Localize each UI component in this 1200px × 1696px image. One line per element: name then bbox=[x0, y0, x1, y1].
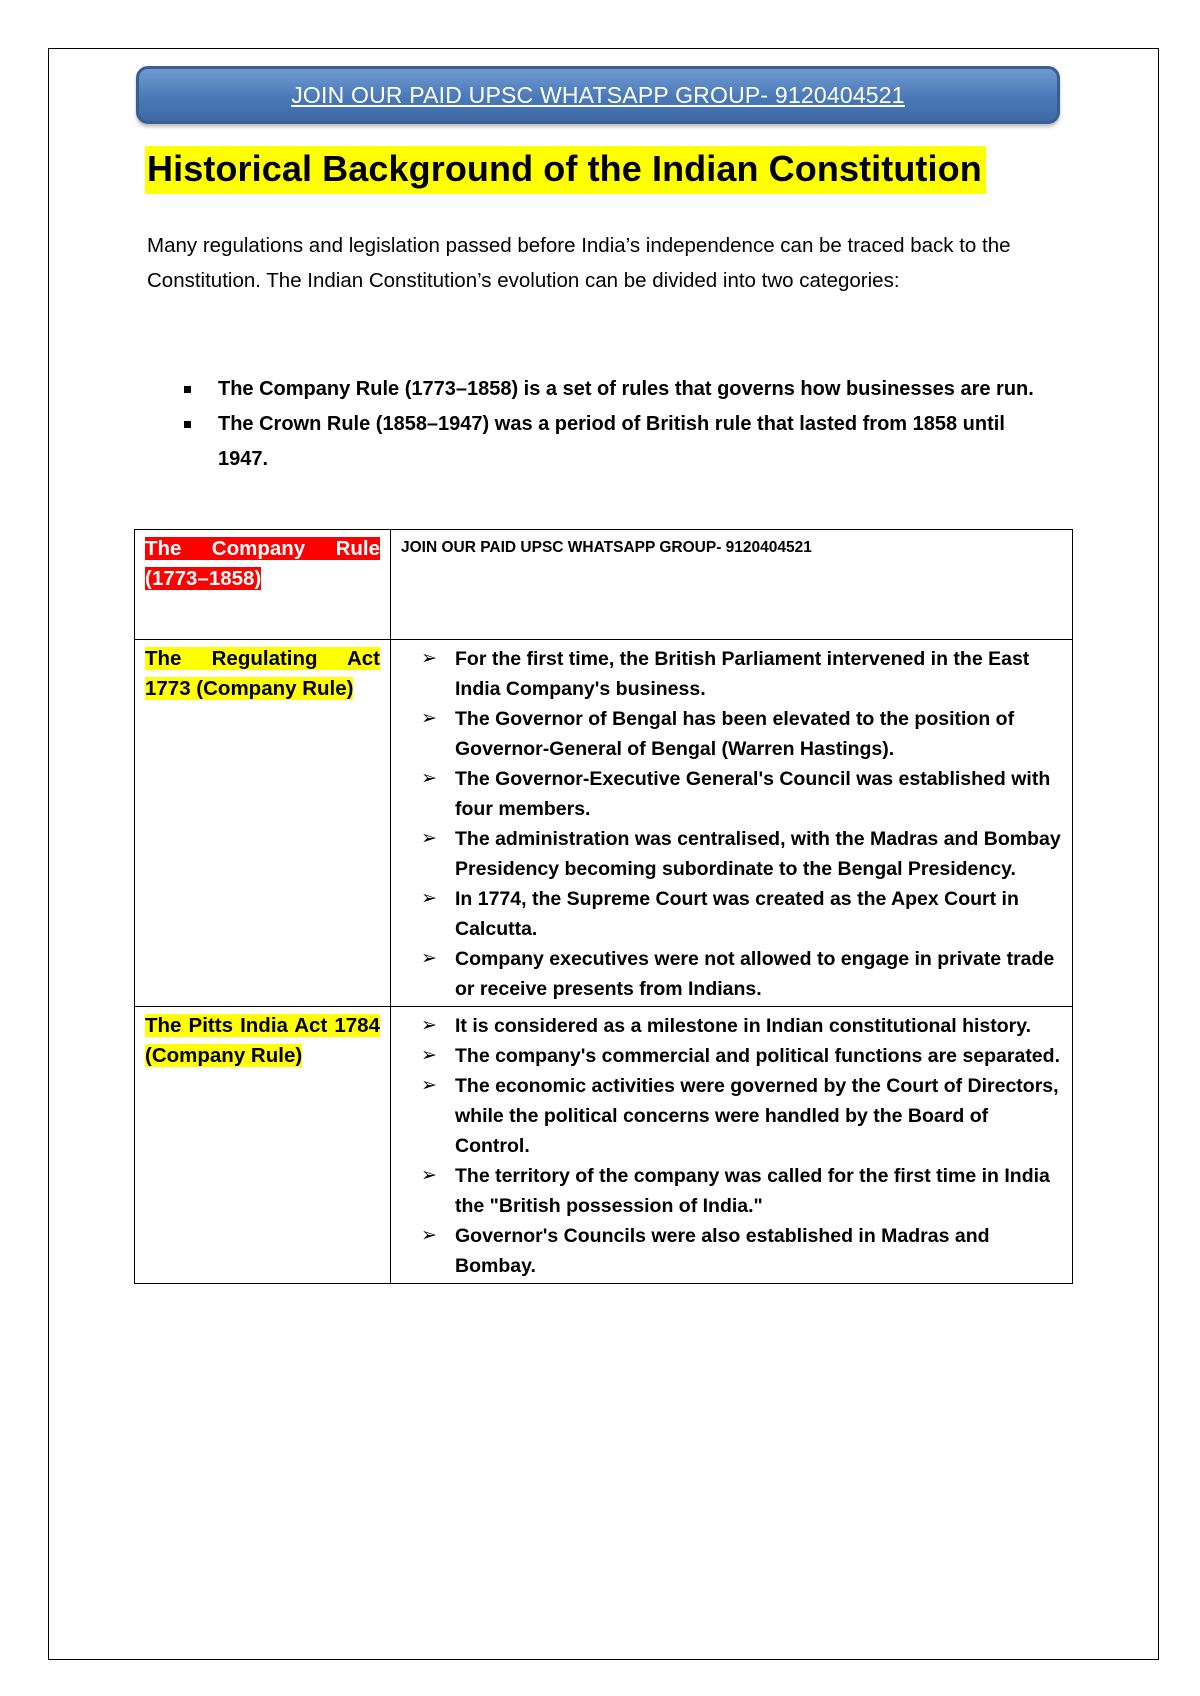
list-item bbox=[401, 1071, 1062, 1161]
act-label bbox=[145, 1011, 380, 1071]
arrow-bullet-icon: ➢ bbox=[421, 1015, 437, 1036]
act-points-list bbox=[401, 644, 1062, 1004]
arrow-bullet-icon: ➢ bbox=[421, 648, 437, 669]
list-item bbox=[178, 372, 1058, 407]
intro-paragraph: Many regulations and legislation passed before India’s independence can be traced back to the Constitution. The Indian Constitution’s evolution can be divided into two categories: bbox=[147, 234, 1011, 292]
arrow-bullet-icon: ➢ bbox=[421, 1165, 437, 1186]
arrow-bullet-icon: ➢ bbox=[421, 828, 437, 849]
arrow-bullet-icon: ➢ bbox=[421, 1045, 437, 1066]
list-item-text: The Company Rule (1773–1858) is a set of rules that governs how businesses are run. bbox=[218, 378, 1034, 400]
act-label bbox=[145, 644, 380, 704]
act-label-text: The Regulating Act 1773 (Company Rule) bbox=[145, 647, 380, 700]
table-row bbox=[135, 640, 1073, 1007]
header-left-text: The Company Rule (1773–1858) bbox=[145, 537, 380, 590]
list-item bbox=[401, 824, 1062, 884]
point-text: Company executives were not allowed to engage in private trade or receive presents from Indians. bbox=[455, 948, 1055, 1000]
arrow-bullet-icon: ➢ bbox=[421, 948, 437, 969]
point-text: The company's commercial and political functions are separated. bbox=[455, 1045, 1060, 1067]
act-label-cell bbox=[135, 1007, 391, 1284]
point-text: The economic activities were governed by the Court of Directors, while the political concerns were handled by the Board of Control. bbox=[455, 1075, 1059, 1157]
table-header-row bbox=[135, 530, 1073, 640]
table-row bbox=[135, 1007, 1073, 1284]
arrow-bullet-icon: ➢ bbox=[421, 1075, 437, 1096]
square-bullet-icon bbox=[184, 386, 191, 393]
header-left-label bbox=[145, 534, 380, 594]
list-item bbox=[401, 944, 1062, 1004]
company-rule-table bbox=[134, 529, 1073, 1284]
act-points-cell bbox=[391, 1007, 1073, 1284]
point-text: The territory of the company was called for the first time in India the "British possession of India." bbox=[455, 1165, 1050, 1217]
act-label-text: The Pitts India Act 1784 (Company Rule) bbox=[145, 1014, 380, 1067]
arrow-bullet-icon: ➢ bbox=[421, 888, 437, 909]
point-text: Governor's Councils were also established in Madras and Bombay. bbox=[455, 1225, 990, 1277]
act-label-cell bbox=[135, 640, 391, 1007]
act-points-cell bbox=[391, 640, 1073, 1007]
point-text: The administration was centralised, with the Madras and Bombay Presidency becoming subordinate to the Bengal Presidency. bbox=[455, 828, 1061, 880]
point-text: The Governor of Bengal has been elevated to the position of Governor-General of Bengal (Warren Hastings). bbox=[455, 708, 1015, 760]
act-points-list bbox=[401, 1011, 1062, 1281]
list-item bbox=[401, 1221, 1062, 1281]
header-right-text: JOIN OUR PAID UPSC WHATSAPP GROUP- 9120404521 bbox=[401, 539, 812, 556]
category-list bbox=[178, 372, 1058, 477]
list-item bbox=[178, 407, 1058, 477]
list-item bbox=[401, 1041, 1062, 1071]
banner-link[interactable]: JOIN OUR PAID UPSC WHATSAPP GROUP- 9120404521 bbox=[291, 81, 905, 108]
header-right-cell bbox=[391, 530, 1073, 640]
list-item bbox=[401, 644, 1062, 704]
point-text: It is considered as a milestone in Indian constitutional history. bbox=[455, 1015, 1032, 1037]
arrow-bullet-icon: ➢ bbox=[421, 768, 437, 789]
list-item bbox=[401, 884, 1062, 944]
square-bullet-icon bbox=[184, 421, 191, 428]
point-text: In 1774, the Supreme Court was created as the Apex Court in Calcutta. bbox=[455, 888, 1019, 940]
list-item bbox=[401, 1011, 1062, 1041]
list-item-text: The Crown Rule (1858–1947) was a period of British rule that lasted from 1858 until 1947. bbox=[218, 413, 1005, 470]
point-text: The Governor-Executive General's Council was established with four members. bbox=[455, 768, 1051, 820]
header-left-cell bbox=[135, 530, 391, 640]
whatsapp-group-banner[interactable] bbox=[136, 66, 1060, 124]
list-item bbox=[401, 704, 1062, 764]
arrow-bullet-icon: ➢ bbox=[421, 1225, 437, 1246]
point-text: For the first time, the British Parliament intervened in the East India Company's business. bbox=[455, 648, 1030, 700]
title-wrap bbox=[145, 146, 986, 194]
list-item bbox=[401, 764, 1062, 824]
list-item bbox=[401, 1161, 1062, 1221]
arrow-bullet-icon: ➢ bbox=[421, 708, 437, 729]
page-title: Historical Background of the Indian Constitution bbox=[145, 146, 986, 194]
